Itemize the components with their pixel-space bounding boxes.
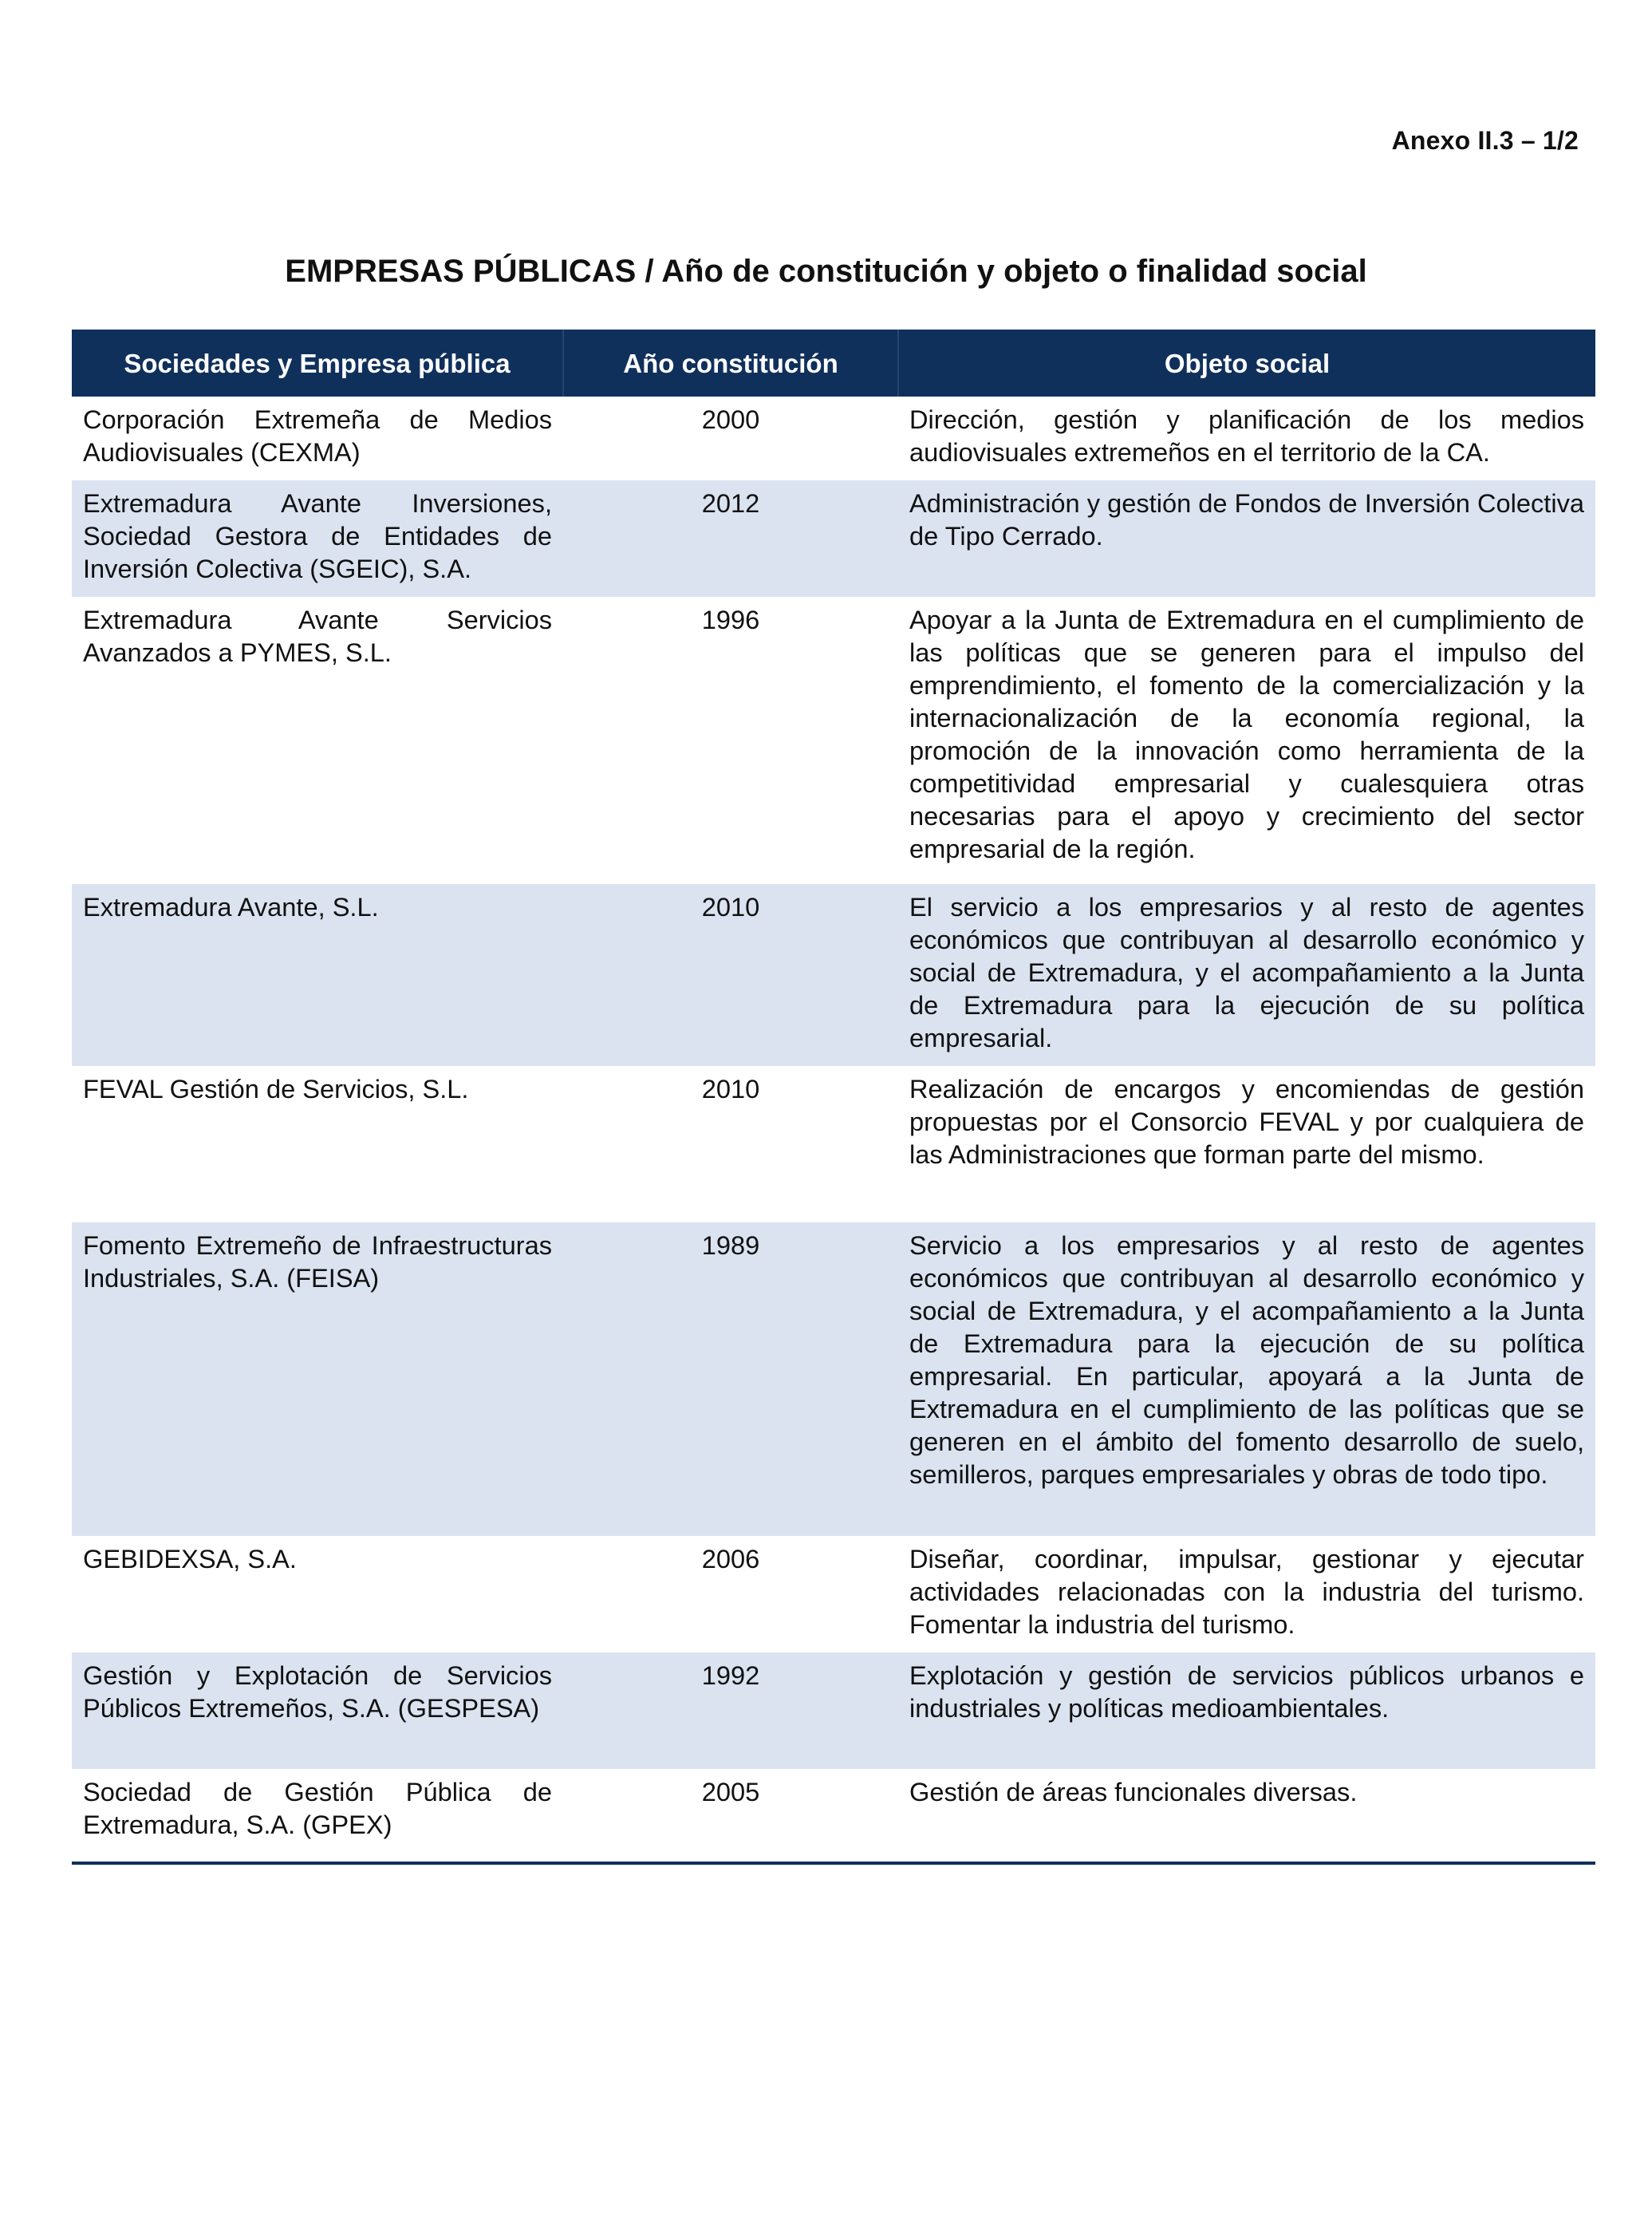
constitution-year: 1992 (563, 1652, 898, 1769)
company-name: GEBIDEXSA, S.A. (83, 1544, 297, 1573)
social-object: Explotación y gestión de servicios públicos urbanos e industriales y políticas medioambientales. (898, 1652, 1595, 1769)
company-name: Corporación Extremeña de Medios Audiovisuales (CEXMA) (83, 405, 552, 467)
constitution-year: 2005 (563, 1769, 898, 1863)
constitution-year: 2010 (701, 1074, 760, 1104)
social-object: Diseñar, coordinar, impulsar, gestionar y ejecutar actividades relacionadas con la industria del turismo. Fomentar la industria del turismo. (909, 1544, 1584, 1639)
page-title: EMPRESAS PÚBLICAS / Año de constitución y objeto o finalidad social (285, 254, 1367, 289)
social-object: Realización de encargos y encomiendas de gestión propuestas por el Consorcio FEVAL y por cualquiera de las Administraciones que forman parte del mismo. (909, 1074, 1584, 1169)
annex-label: Anexo II.3 – 1/2 (1391, 126, 1579, 155)
company-name: Extremadura Avante, S.L. (72, 884, 563, 1066)
social-object: Administración y gestión de Fondos de Inversión Colectiva de Tipo Cerrado. (898, 480, 1595, 597)
constitution-year: 1989 (563, 1222, 898, 1536)
table-row (72, 397, 1595, 480)
table-row (72, 1536, 1595, 1652)
table-row (72, 1222, 1595, 1536)
company-name: FEVAL Gestión de Servicios, S.L. (83, 1074, 469, 1104)
company-name: Extremadura Avante Servicios Avanzados a PYMES, S.L. (83, 605, 552, 667)
table-row (72, 884, 1595, 1066)
social-object: Dirección, gestión y planificación de los medios audiovisuales extremeños en el territorio de la CA. (909, 405, 1584, 467)
social-object: El servicio a los empresarios y al resto de agentes económicos que contribuyan al desarrollo económico y social de Extremadura, y el acompañamiento a la Junta de Extremadura para la ejecución de su política empresarial. (898, 884, 1595, 1066)
company-name: Extremadura Avante Inversiones, Sociedad Gestora de Entidades de Inversión Colectiva (SGEIC), S.A. (72, 480, 563, 597)
companies-table (72, 330, 1595, 1865)
social-object: Apoyar a la Junta de Extremadura en el cumplimiento de las políticas que se generen para el impulso del emprendimiento, el fomento de la comercialización y la internacionalización de la economía regional, la promoción de la innovación como herramienta de la competitividad empresarial y cualesquiera otras necesarias para el apoyo y crecimiento del sector empresarial de la región. (909, 605, 1584, 863)
social-object: Gestión de áreas funcionales diversas. (898, 1769, 1595, 1863)
constitution-year: 2006 (701, 1544, 760, 1573)
company-name: Sociedad de Gestión Pública de Extremadura, S.A. (GPEX) (72, 1769, 563, 1863)
company-name: Gestión y Explotación de Servicios Públicos Extremeños, S.A. (GESPESA) (72, 1652, 563, 1769)
constitution-year: 1996 (701, 605, 760, 634)
social-object: Servicio a los empresarios y al resto de agentes económicos que contribuyan al desarrollo económico y social de Extremadura, y el acompañamiento a la Junta de Extremadura para la ejecución de su política empresarial. En particular, apoyará a la Junta de Extremadura en el cumplimiento de las políticas que se generen en el ámbito del fomento desarrollo de suelo, semilleros, parques empresariales y obras de todo tipo. (898, 1222, 1595, 1536)
table-row (72, 480, 1595, 597)
table-row (72, 1652, 1595, 1769)
column-header-object: Objeto social (898, 330, 1595, 397)
constitution-year: 2010 (563, 884, 898, 1066)
constitution-year: 2000 (701, 405, 760, 434)
table-header-row (72, 330, 1595, 397)
table-row (72, 1066, 1595, 1222)
column-header-year: Año constitución (563, 330, 898, 397)
constitution-year: 2012 (563, 480, 898, 597)
company-name: Fomento Extremeño de Infraestructuras Industriales, S.A. (FEISA) (72, 1222, 563, 1536)
table-row (72, 597, 1595, 884)
column-header-company: Sociedades y Empresa pública (72, 330, 563, 397)
table-row (72, 1769, 1595, 1863)
